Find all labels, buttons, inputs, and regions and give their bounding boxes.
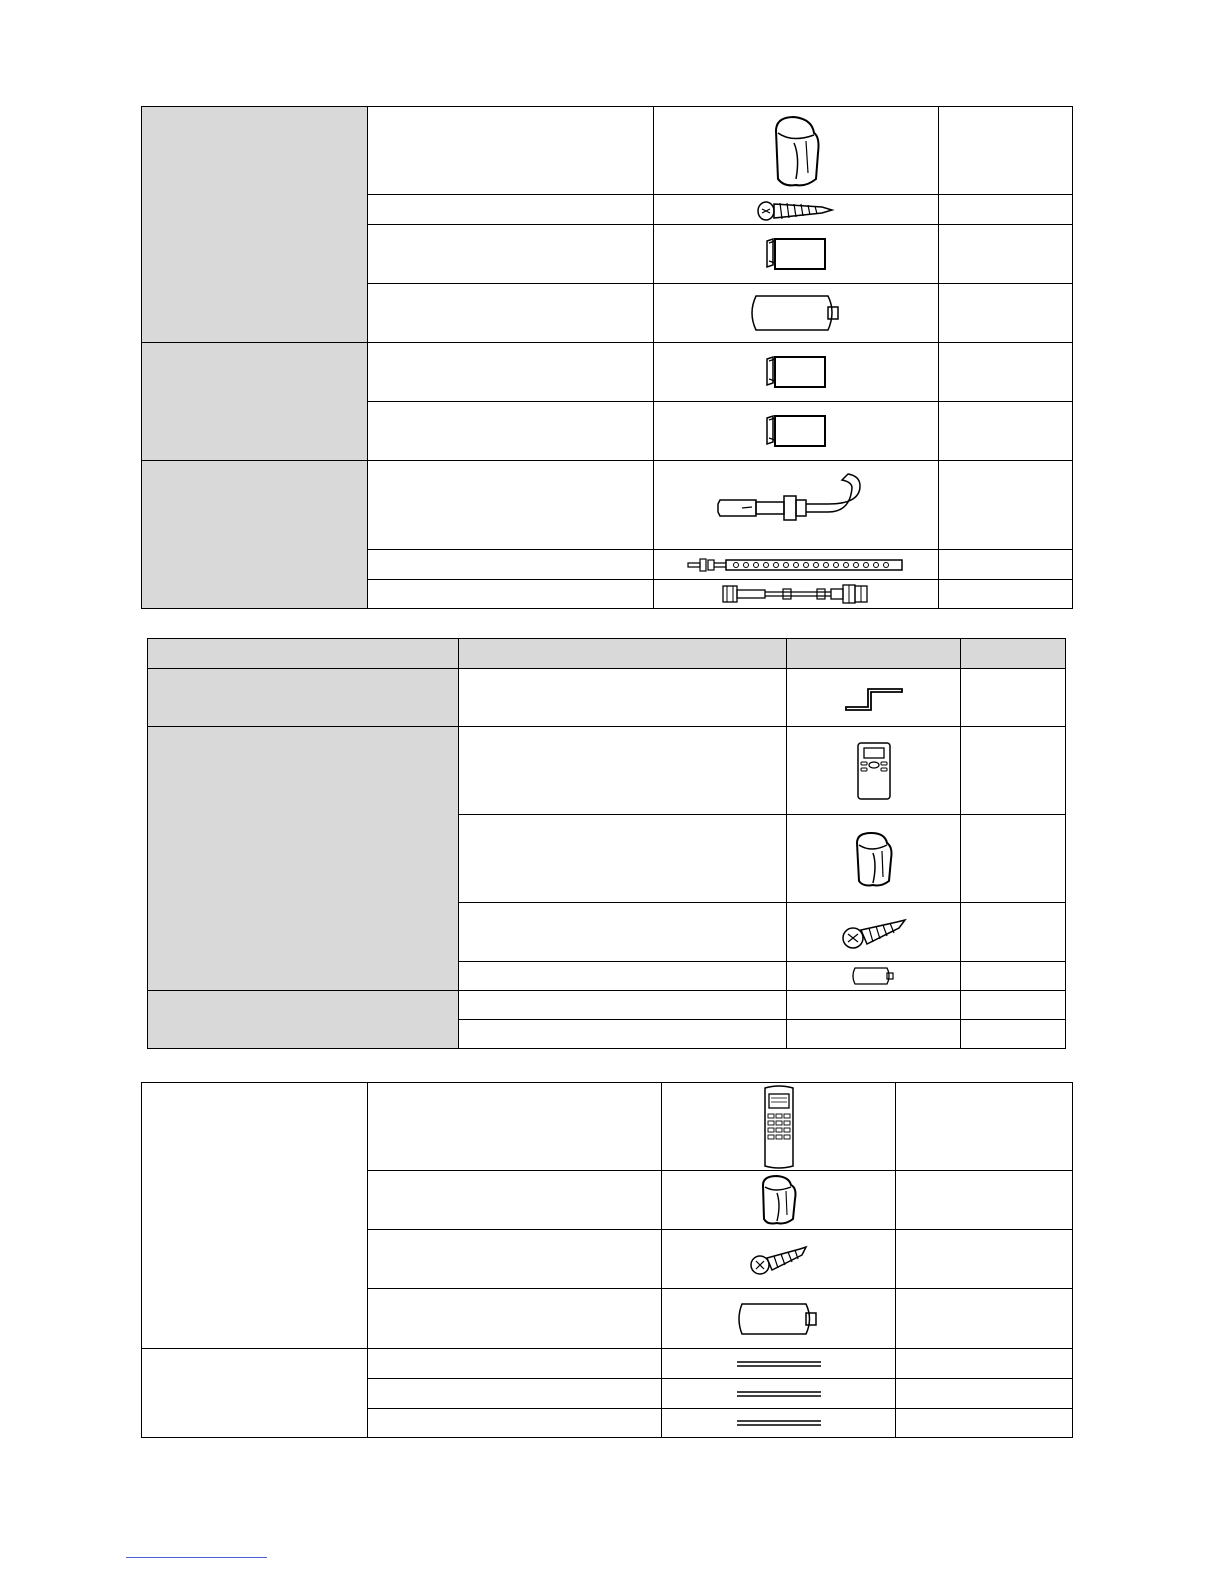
item-name-cell	[368, 402, 654, 461]
item-name-cell	[368, 284, 654, 343]
header-cell-part-group	[148, 639, 459, 669]
table-row	[148, 669, 1066, 727]
table-row	[142, 343, 1073, 402]
remote-holder-icon	[851, 829, 897, 889]
item-image-cell	[787, 815, 961, 903]
item-name-cell	[368, 1171, 662, 1230]
quantity-cell	[896, 1379, 1073, 1409]
group-cell	[142, 1349, 368, 1438]
item-image-cell	[654, 402, 939, 461]
expansion-hook-bolt-icon	[716, 470, 876, 540]
quantity-cell	[896, 1083, 1073, 1171]
quantity-cell	[939, 225, 1073, 284]
quantity-cell	[939, 284, 1073, 343]
item-image-cell	[662, 1289, 896, 1349]
item-name-cell	[368, 225, 654, 284]
quantity-cell	[939, 343, 1073, 402]
remote-holder-icon	[757, 1173, 801, 1227]
cable-icon	[736, 1418, 822, 1428]
quantity-cell	[961, 991, 1066, 1020]
item-name-cell	[368, 1289, 662, 1349]
group-cell	[142, 343, 368, 461]
item-name-cell	[459, 1020, 787, 1049]
item-name-cell	[368, 1349, 662, 1379]
wired-remote-control-icon	[759, 1084, 799, 1170]
item-name-cell	[368, 1379, 662, 1409]
cable-icon	[736, 1359, 822, 1369]
screw-icon	[748, 1241, 810, 1277]
quantity-cell	[961, 962, 1066, 991]
quantity-cell	[939, 461, 1073, 550]
item-image-cell	[787, 962, 961, 991]
item-name-cell	[368, 580, 654, 609]
item-name-cell	[459, 727, 787, 815]
connecting-pipe-icon	[721, 583, 871, 605]
item-image-cell	[662, 1349, 896, 1379]
item-name-cell	[459, 903, 787, 962]
group-cell	[148, 991, 459, 1049]
manual-icon	[763, 353, 829, 391]
item-image-cell	[654, 550, 939, 580]
group-cell	[148, 727, 459, 991]
cable-icon	[736, 1389, 822, 1399]
item-image-cell	[654, 284, 939, 343]
table-row	[142, 1083, 1073, 1171]
item-image-cell	[787, 903, 961, 962]
item-name-cell	[459, 815, 787, 903]
table-row	[142, 107, 1073, 195]
quantity-cell	[961, 903, 1066, 962]
quantity-cell	[939, 195, 1073, 225]
quantity-cell	[939, 550, 1073, 580]
item-image-cell	[787, 669, 961, 727]
item-image-cell	[654, 225, 939, 284]
quantity-cell	[939, 107, 1073, 195]
quantity-cell	[961, 727, 1066, 815]
screw-icon	[756, 197, 836, 223]
item-image-cell	[662, 1230, 896, 1289]
item-image-cell	[654, 107, 939, 195]
item-name-cell	[368, 550, 654, 580]
item-name-cell	[368, 1409, 662, 1438]
table-header-row	[148, 639, 1066, 669]
item-image-cell	[662, 1171, 896, 1230]
quantity-cell	[961, 1020, 1066, 1049]
item-image-cell	[662, 1379, 896, 1409]
accessory-table-3	[141, 1082, 1073, 1438]
item-image-cell	[654, 195, 939, 225]
item-name-cell	[368, 1083, 662, 1171]
item-image-cell	[654, 343, 939, 402]
quantity-cell	[896, 1230, 1073, 1289]
header-cell-quantity	[961, 639, 1066, 669]
item-image-cell	[787, 1020, 961, 1049]
remote-holder-icon	[766, 113, 826, 189]
item-name-cell	[368, 461, 654, 550]
battery-icon	[746, 292, 846, 334]
quantity-cell	[961, 815, 1066, 903]
footer-link-underline[interactable]	[126, 1557, 267, 1558]
header-cell-picture	[787, 639, 961, 669]
quantity-cell	[961, 669, 1066, 727]
item-name-cell	[459, 962, 787, 991]
battery-icon	[849, 965, 899, 987]
table-row	[148, 991, 1066, 1020]
group-cell	[142, 461, 368, 609]
item-image-cell	[662, 1083, 896, 1171]
accessory-table-2	[147, 638, 1066, 1049]
item-image-cell	[662, 1409, 896, 1438]
manual-icon	[763, 412, 829, 450]
item-image-cell	[787, 991, 961, 1020]
quantity-cell	[939, 402, 1073, 461]
group-cell	[142, 107, 368, 343]
item-name-cell	[368, 1230, 662, 1289]
bracket-icon	[842, 683, 906, 713]
screw-icon	[839, 912, 909, 952]
threaded-rod-icon	[686, 557, 906, 573]
quantity-cell	[896, 1289, 1073, 1349]
item-image-cell	[654, 580, 939, 609]
table-row	[142, 1349, 1073, 1379]
group-cell	[142, 1083, 368, 1349]
item-name-cell	[368, 107, 654, 195]
item-image-cell	[654, 461, 939, 550]
item-name-cell	[368, 195, 654, 225]
accessory-table-1	[141, 106, 1073, 609]
quantity-cell	[896, 1409, 1073, 1438]
table-row	[148, 727, 1066, 815]
item-name-cell	[459, 991, 787, 1020]
group-cell	[148, 669, 459, 727]
quantity-cell	[896, 1349, 1073, 1379]
battery-icon	[734, 1300, 824, 1338]
quantity-cell	[939, 580, 1073, 609]
item-image-cell	[787, 727, 961, 815]
manual-icon	[763, 235, 829, 273]
item-name-cell	[459, 669, 787, 727]
item-name-cell	[368, 343, 654, 402]
table-row	[142, 461, 1073, 550]
header-cell-name	[459, 639, 787, 669]
remote-control-icon	[855, 740, 893, 802]
quantity-cell	[896, 1171, 1073, 1230]
